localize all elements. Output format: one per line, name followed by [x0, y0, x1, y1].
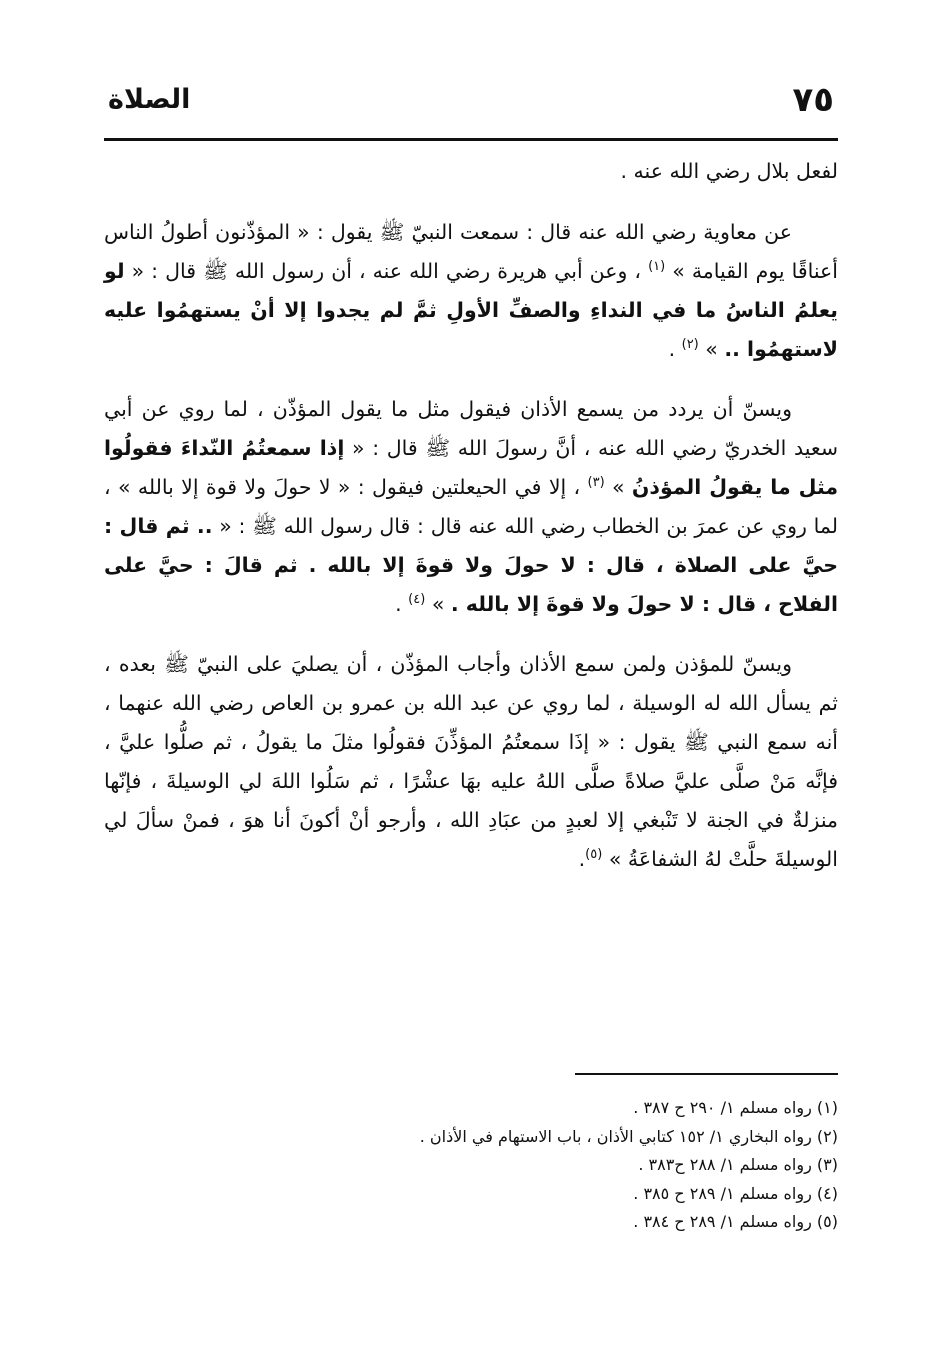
header-rule: [104, 138, 838, 141]
paragraph-1: [104, 152, 838, 191]
paragraph-4-text-a: ويسنّ للمؤذن ولمن سمع الأذان وأجاب المؤذّن ، أن يصليَ على النبيّ ﷺ بعده ، ثم يسأل الله له الوسيلة ، لما روي عن عبد الله بن عمرو بن العاص رضي الله عنهما ، أنه سمع النبي ﷺ يقول : « إذَا سمعتُمُ المؤذِّنَ فقولُوا مثلَ ما يقولُ ، ثم صلُّوا عليَّ ، فإنَّه مَنْ صلَّى عليَّ صلاةً صلَّى اللهُ عليه بهَا عشْرًا ، ثم سَلُوا اللهَ لي الوسيلةَ ، فإنّها منزلةٌ في الجنة لا تَنْبغي إلا لعبدٍ من عبَادِ الله ، وأرجو أنْ أكونَ أنا هوَ ، فمنْ سألَ لي الوسيلةَ حلَّتْ لهُ الشفاعَةُ »: [104, 652, 838, 871]
footnote: (٣) رواه مسلم ١/ ٢٨٨ ح٣٨٣ .: [638, 1155, 838, 1174]
page-number: ٧٥: [792, 80, 834, 120]
paragraph-2: [104, 213, 838, 369]
main-text: [104, 152, 838, 900]
paragraph-3-text-d: »: [425, 592, 451, 616]
hadith-quote-bold: إذا سمعتُمُ النّداءَ فقولُوا مثل ما يقولُ المؤذنُ: [104, 436, 839, 499]
footnote: (٤) رواه مسلم ١/ ٢٨٩ ح ٣٨٥ .: [633, 1183, 838, 1203]
footnote-ref-5: (٥): [585, 847, 603, 863]
hadith-quote-bold: .. ثم قال : حيَّ على الصلاة ، قال : لا حولَ ولا قوةَ إلا بالله . ثم قالَ : حيَّ على الفلاح ، قال : لا حولَ ولا قوةَ إلا بالله .: [104, 514, 838, 616]
paragraph-3-text-b: »: [604, 475, 632, 499]
footnote-ref-1: (١): [648, 259, 666, 275]
paragraph-4: [104, 645, 838, 879]
footnote: (٥) رواه مسلم ١/ ٢٨٩ ح ٣٨٤ .: [633, 1212, 838, 1231]
hadith-quote-bold: لو يعلمُ الناسُ ما في النداءِ والصفِّ الأولِ ثمَّ لم يجدوا إلا أنْ يستهمُوا عليه لاستهمُوا ..: [104, 259, 838, 361]
footnote: (١) رواه مسلم ١/ ٢٩٠ ح ٣٨٧ .: [633, 1098, 838, 1117]
paragraph-2-text-d: .: [668, 337, 682, 361]
footnote-ref-2: (٢): [681, 337, 699, 353]
footnote-ref-3: (٣): [587, 475, 605, 491]
footnotes: [104, 1094, 838, 1237]
paragraph-3: [104, 390, 838, 624]
paragraph-3-text-c: ، إلا في الحيعلتين فيقول : « لا حولَ ولا قوة إلا بالله » ، لما روي عن عمرَ بن الخطاب رضي الله عنه قال : قال رسول الله ﷺ : «: [104, 475, 838, 538]
footnote: (٢) رواه البخاري ١/ ١٥٢ كتابي الأذان ، باب الاستهام في الأذان .: [419, 1126, 838, 1146]
paragraph-2-text-c: »: [698, 337, 725, 361]
footnote-ref-4: (٤): [408, 592, 426, 608]
footnote-rule: [575, 1073, 838, 1075]
paragraph-3-text-a: ويسنّ أن يردد من يسمع الأذان فيقول مثل ما يقول المؤذّن ، لما روي عن أبي سعيد الخدريّ رضي الله عنه ، أنَّ رسولَ الله ﷺ قال : «: [104, 397, 839, 460]
running-title: الصلاة: [108, 84, 191, 115]
paragraph-2-text-b: ، وعن أبي هريرة رضي الله عنه ، أن رسول الله ﷺ قال : «: [124, 259, 649, 283]
page-header: [104, 78, 834, 134]
paragraph-1-text: لفعل بلال رضي الله عنه .: [620, 159, 838, 183]
paragraph-3-text-e: .: [395, 592, 409, 616]
paragraph-2-text-a: عن معاوية رضي الله عنه قال : سمعت النبيّ ﷺ يقول : « المؤذّنون أطولُ الناس أعناقًا يوم القيامة »: [104, 220, 838, 283]
paragraph-4-text-b: .: [578, 847, 586, 871]
